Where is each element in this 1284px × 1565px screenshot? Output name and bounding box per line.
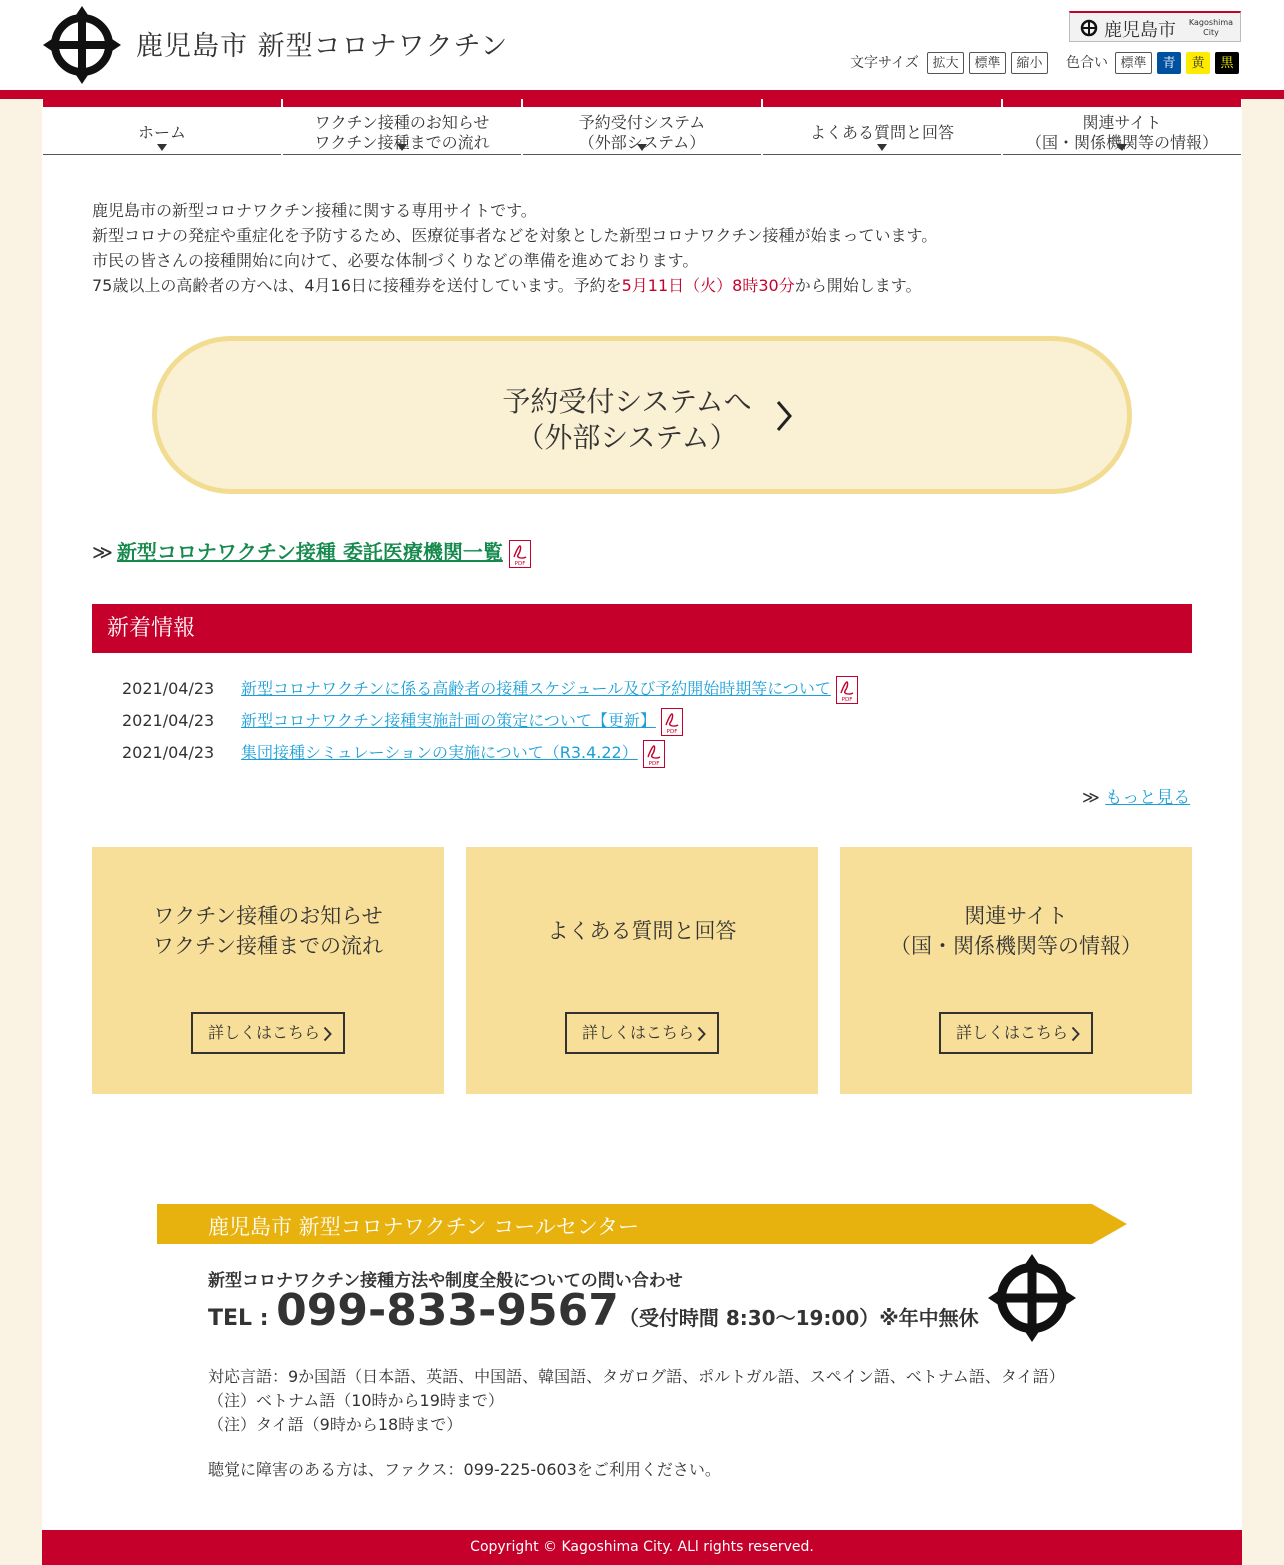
reservation-system-button[interactable] bbox=[152, 336, 1132, 494]
kagoshima-city-link[interactable] bbox=[1069, 11, 1241, 42]
call-center-languages bbox=[208, 1365, 1065, 1437]
nav-vaccine-info[interactable] bbox=[283, 99, 521, 155]
news-more-row bbox=[1082, 783, 1190, 808]
intro-line: 鹿児島市の新型コロナワクチン接種に関する専用サイトです。 bbox=[92, 201, 537, 220]
font-size-standard-button[interactable]: 標準 bbox=[969, 52, 1006, 74]
city-emblem-icon[interactable] bbox=[43, 6, 121, 84]
languages-note: （注）ベトナム語（10時から19時まで） bbox=[208, 1391, 504, 1410]
intro-line: 市民の皆さんの接種開始に向けて、必要な体制づくりなどの準備を進めております。 bbox=[92, 251, 699, 270]
card-details-button[interactable] bbox=[191, 1012, 345, 1054]
nav-arrow-down-icon bbox=[397, 144, 407, 151]
header-accent-bar bbox=[0, 90, 1284, 99]
card-title: ワクチン接種のお知らせ ワクチン接種までの流れ bbox=[153, 904, 383, 958]
card-details-label: 詳しくはこちら bbox=[582, 1023, 695, 1042]
color-yellow-button[interactable]: 黄 bbox=[1186, 52, 1210, 74]
chevron-right-icon bbox=[1071, 1026, 1080, 1042]
nav-reservation-system[interactable] bbox=[523, 99, 761, 155]
color-standard-button[interactable]: 標準 bbox=[1115, 52, 1152, 74]
news-more-link[interactable]: もっと見る bbox=[1105, 788, 1191, 808]
tel-hours: （受付時間 8:30〜19:00）※年中無休 bbox=[618, 1306, 979, 1330]
pdf-icon bbox=[661, 708, 683, 736]
card-title: 関連サイト （国・関係機関等の情報） bbox=[890, 904, 1142, 958]
nav-faq[interactable] bbox=[763, 99, 1001, 155]
reservation-start-date: 5月11日（火）8時30分 bbox=[621, 276, 795, 295]
medical-institutions-link-row bbox=[92, 536, 531, 568]
main-content bbox=[42, 99, 1242, 1530]
reservation-button-label: 予約受付システムへ （外部システム） bbox=[502, 385, 752, 454]
svg-text:PDF: PDF bbox=[666, 728, 678, 735]
nav-related-sites[interactable] bbox=[1003, 99, 1241, 155]
svg-text:PDF: PDF bbox=[648, 760, 660, 767]
card-related-sites[interactable] bbox=[840, 847, 1192, 1094]
nav-vaccine-info-label: ワクチン接種のお知らせ ワクチン接種までの流れ bbox=[314, 113, 490, 152]
card-faq[interactable] bbox=[466, 847, 818, 1094]
nav-home-label: ホーム bbox=[137, 123, 186, 142]
chevron-right-icon bbox=[775, 399, 793, 433]
nav-related-sites-label: 関連サイト （国・関係機関等の情報） bbox=[1025, 113, 1218, 152]
footer-copyright: Copyright © Kagoshima City. ALl rights reserved. bbox=[42, 1530, 1242, 1565]
news-date: 2021/04/23 bbox=[122, 711, 215, 730]
tel-number[interactable]: 099-833-9567 bbox=[276, 1285, 619, 1336]
card-details-button[interactable] bbox=[565, 1012, 719, 1054]
nav-arrow-down-icon bbox=[877, 144, 887, 151]
medical-institutions-link[interactable]: 新型コロナワクチン接種 委託医療機関一覧 bbox=[116, 540, 503, 564]
intro-line: 新型コロナの発症や重症化を予防するため、医療従事者などを対象とした新型コロナワクチン接種が始まっています。 bbox=[92, 226, 938, 245]
call-center-subtitle: 新型コロナワクチン接種方法や制度全般についての問い合わせ bbox=[208, 1271, 683, 1291]
city-emblem-icon bbox=[988, 1254, 1076, 1342]
font-size-larger-button[interactable]: 拡大 bbox=[927, 52, 964, 74]
card-details-button[interactable] bbox=[939, 1012, 1093, 1054]
color-black-button[interactable]: 黒 bbox=[1215, 52, 1239, 74]
card-vaccine-info[interactable] bbox=[92, 847, 444, 1094]
color-scheme-label: 色合い bbox=[1066, 55, 1108, 71]
languages-line: 対応言語：9か国語（日本語、英語、中国語、韓国語、タガログ語、ポルトガル語、スペイン語、ベトナム語、タイ語） bbox=[208, 1367, 1065, 1386]
double-chevron-icon: ≫ bbox=[92, 540, 113, 564]
font-size-smaller-button[interactable]: 縮小 bbox=[1011, 52, 1048, 74]
news-link[interactable]: 新型コロナワクチンに係る高齢者の接種スケジュール及び予約開始時期等について bbox=[241, 679, 831, 698]
news-item bbox=[122, 739, 665, 767]
pdf-icon bbox=[643, 740, 665, 768]
svg-text:PDF: PDF bbox=[841, 696, 853, 703]
city-badge-name: 鹿児島市 bbox=[1104, 20, 1176, 41]
svg-text:PDF: PDF bbox=[514, 560, 526, 567]
site-title[interactable]: 鹿児島市 新型コロナワクチン bbox=[136, 31, 509, 62]
intro-line bbox=[92, 273, 937, 298]
call-center-title: 鹿児島市 新型コロナワクチン コールセンター bbox=[208, 1215, 640, 1239]
pdf-icon bbox=[509, 540, 531, 568]
nav-reservation-system-label: 予約受付システム （外部システム） bbox=[578, 113, 706, 152]
languages-note: （注）タイ語（9時から18時まで） bbox=[208, 1415, 463, 1434]
intro-line4-pre: 75歳以上の高齢者の方へは、4月16日に接種券を送付しています。予約を bbox=[92, 276, 622, 295]
color-blue-button[interactable]: 青 bbox=[1157, 52, 1181, 74]
global-nav bbox=[42, 99, 1242, 156]
news-link[interactable]: 集団接種シミュレーションの実施について（R3.4.22） bbox=[241, 743, 638, 762]
tel-label: TEL : bbox=[208, 1306, 277, 1331]
news-heading: 新着情報 bbox=[92, 604, 1192, 653]
call-center-phone bbox=[208, 1285, 979, 1336]
font-size-label: 文字サイズ bbox=[850, 55, 919, 71]
news-item bbox=[122, 675, 858, 703]
intro-text bbox=[92, 198, 937, 298]
news-date: 2021/04/23 bbox=[122, 743, 215, 762]
city-badge-english: Kagoshima City bbox=[1188, 18, 1234, 37]
intro-line4-post: から開始します。 bbox=[794, 276, 922, 295]
pdf-icon bbox=[836, 676, 858, 704]
news-link[interactable]: 新型コロナワクチン接種実施計画の策定について【更新】 bbox=[241, 711, 656, 730]
card-title: よくある質問と回答 bbox=[547, 919, 737, 943]
nav-arrow-down-icon bbox=[157, 144, 167, 151]
news-date: 2021/04/23 bbox=[122, 679, 215, 698]
chevron-right-icon bbox=[323, 1026, 332, 1042]
card-details-label: 詳しくはこちら bbox=[208, 1023, 321, 1042]
city-emblem-small-icon bbox=[1079, 18, 1099, 38]
nav-arrow-down-icon bbox=[1117, 144, 1127, 151]
nav-faq-label: よくある質問と回答 bbox=[809, 123, 954, 142]
news-item bbox=[122, 707, 683, 735]
nav-arrow-down-icon bbox=[637, 144, 647, 151]
card-details-label: 詳しくはこちら bbox=[956, 1023, 1069, 1042]
call-center-fax: 聴覚に障害のある方は、ファクス：099-225-0603をご利用ください。 bbox=[208, 1460, 721, 1479]
nav-home[interactable] bbox=[43, 99, 281, 155]
double-chevron-icon: ≫ bbox=[1082, 788, 1100, 808]
site-header bbox=[0, 0, 1284, 90]
chevron-right-icon bbox=[697, 1026, 706, 1042]
